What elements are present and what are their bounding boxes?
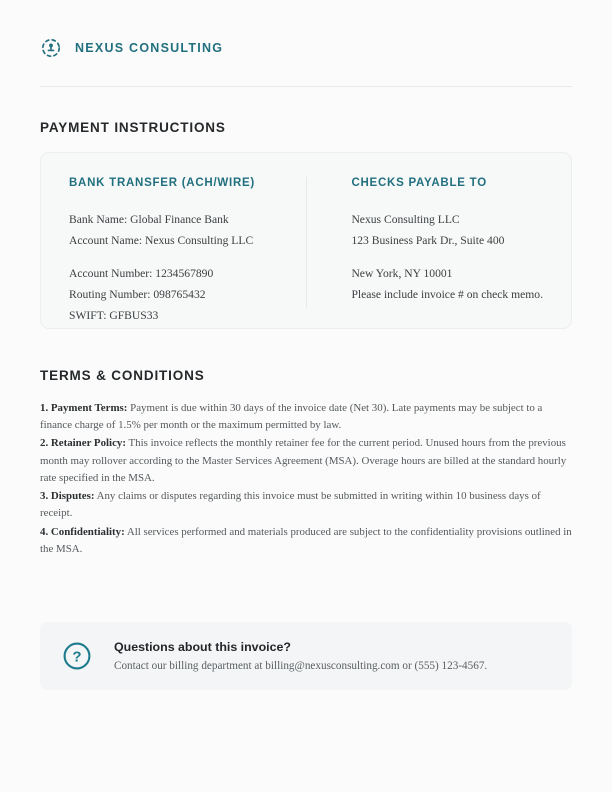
- bank-swift-line: SWIFT: GFBUS33: [69, 308, 159, 322]
- payee-name-line: Nexus Consulting LLC: [351, 213, 460, 226]
- term-text: This invoice reflects the monthly retainer fee for the current period. Unused hours from the previous month may rollover according to the Master Services Agreement (MSA). Overage hours are billed at the standard hourly rate specified in the MSA.: [40, 437, 567, 484]
- spacer: [69, 251, 264, 264]
- terms-list: [40, 400, 572, 558]
- payment-column-divider: [306, 177, 307, 308]
- brand-name: NEXUS CONSULTING: [75, 40, 224, 55]
- svg-text:?: ?: [72, 648, 82, 666]
- bank-account-name-line: Account Name: Nexus Consulting LLC: [69, 233, 254, 247]
- dashed-circle-node-icon: [40, 37, 62, 59]
- brand-header: [40, 0, 572, 62]
- term-item: [40, 435, 572, 487]
- spacer: [351, 251, 543, 264]
- term-label: 4. Confidentiality:: [40, 525, 125, 538]
- check-memo-note-line: Please include invoice # on check memo.: [351, 287, 543, 301]
- bank-account-number-line: Account Number: 1234567890: [69, 267, 214, 281]
- bank-name-line: Bank Name: Global Finance Bank: [69, 213, 229, 226]
- term-item: [40, 524, 572, 558]
- bank-transfer-column: [41, 177, 292, 328]
- help-title: Questions about this invoice?: [114, 639, 291, 654]
- term-item: [40, 400, 572, 434]
- term-text: Any claims or disputes regarding this invoice must be submitted in writing within 10 business days of receipt.: [40, 490, 541, 520]
- bank-transfer-title: BANK TRANSFER (ACH/WIRE): [69, 177, 256, 189]
- term-label: 1. Payment Terms:: [40, 402, 128, 414]
- payment-instructions-card: [40, 152, 572, 329]
- term-text: Payment is due within 30 days of the invoice date (Net 30). Late payments may be subject to a finance charge of 1.5% per month or the maximum permitted by law.: [40, 402, 543, 432]
- term-text: All services performed and materials produced are subject to the confidentiality provisions outlined in the MSA.: [40, 525, 572, 555]
- term-label: 3. Disputes:: [40, 490, 95, 503]
- help-subtitle: Contact our billing department at billing@nexusconsulting.com or (555) 123-4567.: [114, 659, 488, 672]
- checks-payable-column: [292, 177, 571, 328]
- payee-street-line: 123 Business Park Dr., Suite 400: [351, 233, 505, 247]
- checks-payable-title: CHECKS PAYABLE TO: [351, 177, 487, 189]
- term-label: 2. Retainer Policy:: [40, 437, 126, 450]
- payee-city-line: New York, NY 10001: [351, 267, 453, 281]
- header-divider: [40, 86, 572, 87]
- invoice-help-box: [40, 622, 572, 690]
- term-item: [40, 488, 572, 522]
- help-text-block: [114, 639, 487, 673]
- terms-and-conditions-heading: TERMS & CONDITIONS: [40, 368, 205, 383]
- question-mark-circle-icon: [62, 641, 92, 671]
- bank-routing-number-line: Routing Number: 098765432: [69, 287, 206, 301]
- payment-instructions-heading: PAYMENT INSTRUCTIONS: [40, 120, 226, 135]
